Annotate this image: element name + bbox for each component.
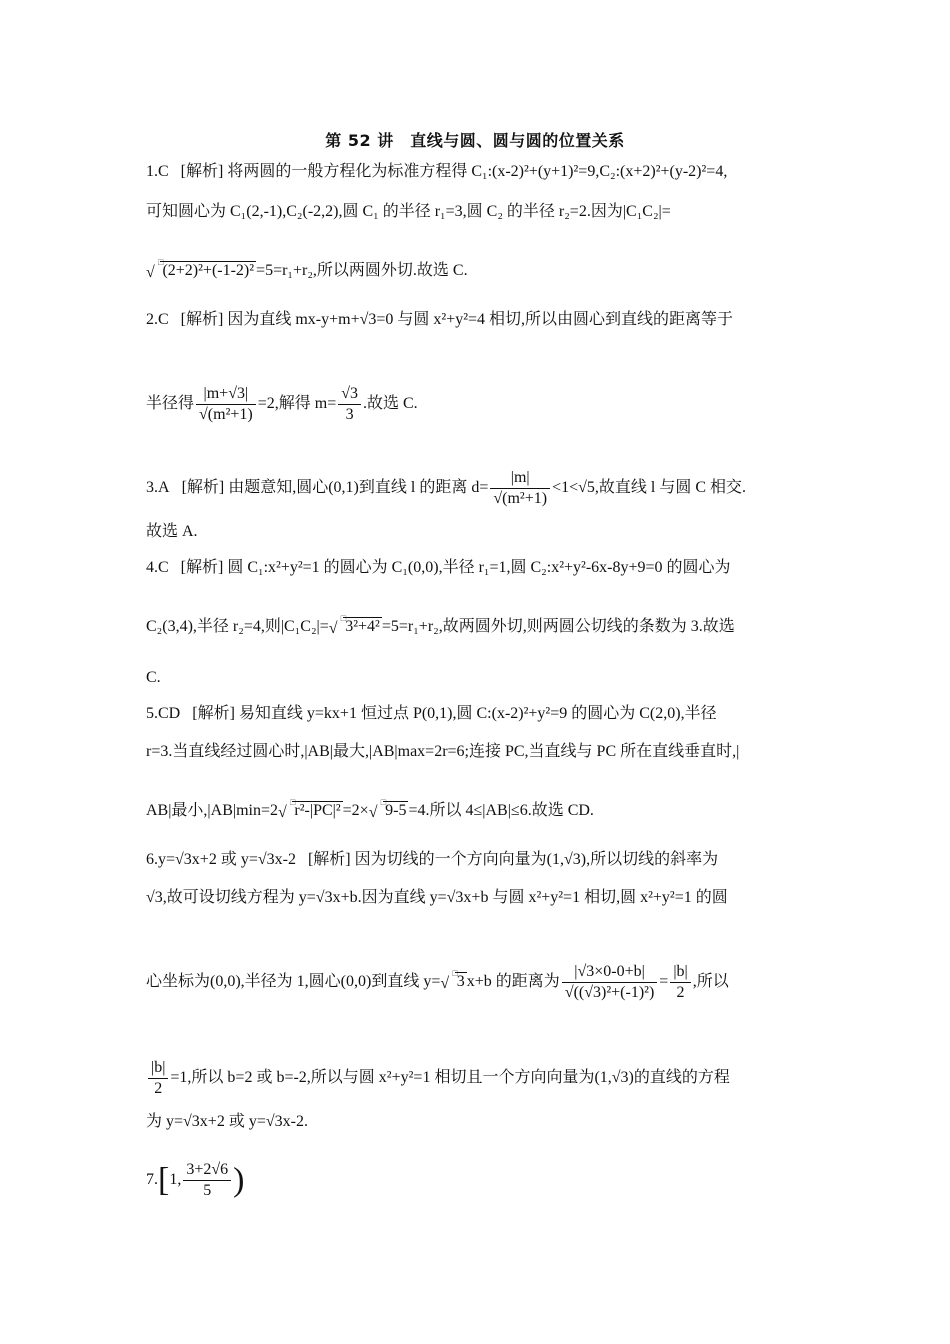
- q7-line-1: [146, 1160, 244, 1201]
- q3-line-1: [146, 468, 746, 509]
- q2-frac2-num: √3: [338, 384, 361, 405]
- q6-text-head: 心坐标为(0,0),半径为 1,圆心(0,0)到直线 y=: [146, 973, 441, 991]
- q3-answer-tag: 3.A: [146, 479, 170, 497]
- q6-frac3-num: |b|: [148, 1058, 168, 1079]
- q2-frac1-den: √(m²+1): [199, 406, 253, 423]
- q7-open-bracket: [: [158, 1161, 170, 1199]
- q6-fraction-2: [670, 962, 690, 1003]
- q7-answer-tag: 7.: [146, 1171, 158, 1189]
- q1-answer-tag: 1.C: [146, 163, 169, 180]
- q6-eq: =: [659, 973, 669, 991]
- q2-frac2-den: 3: [345, 406, 354, 423]
- q4-text-head: C₂(3,4),半径 r₂=4,则|C₁C₂|=: [146, 618, 329, 635]
- q6-line-4: [146, 1058, 730, 1099]
- q7-frac-den: 5: [203, 1182, 212, 1199]
- q5-sqrt-2: □ √ 9-5: [368, 797, 407, 821]
- q3-fraction: [490, 468, 550, 509]
- q6-line-1: [146, 850, 718, 870]
- q3-frac-num: |m|: [490, 468, 550, 489]
- q2-answer-tag: 2.C: [146, 311, 169, 328]
- q2-fraction-1: [196, 384, 256, 425]
- q6-fraction-1: [562, 962, 657, 1003]
- q6-frac3-den: 2: [154, 1080, 163, 1097]
- q2-line-1: [146, 310, 733, 330]
- q6-line-3: [146, 962, 729, 1003]
- q4-text-1: [解析] 圆 C₁:x²+y²=1 的圆心为 C₁(0,0),半径 r₁=1,圆 C₂:x²+y²-6x-8y+9=0 的圆心为: [180, 559, 731, 576]
- q5-line-1: [146, 704, 717, 724]
- q5-text-head: AB|最小,|AB|min=2: [146, 802, 278, 819]
- q1-text-1: [解析] 将两圆的一般方程化为标准方程得 C₁:(x-2)²+(y+1)²=9,C₂:(x+2)²+(y-2)²=4,: [180, 163, 728, 180]
- q5-line-3: [146, 792, 594, 821]
- q2-tail: .故选 C.: [363, 395, 418, 413]
- q3-line-2: 故选 A.: [146, 523, 198, 540]
- q2-text-1: [解析] 因为直线 mx-y+m+√3=0 与圆 x²+y²=4 相切,所以由圆心到直线的距离等于: [180, 311, 734, 328]
- q6-line-5: 为 y=√3x+2 或 y=√3x-2.: [146, 1113, 308, 1130]
- q6-frac2-num: |b|: [670, 962, 690, 983]
- q7-first: 1,: [169, 1171, 182, 1189]
- q4-line-2: [146, 608, 735, 637]
- q7-close-bracket: ): [233, 1161, 245, 1199]
- q5-sqrt-expr-2: 9-5: [385, 802, 407, 819]
- q1-sqrt-expr: (2+2)²+(-1-2)²: [162, 262, 255, 279]
- q1-line-1: [146, 162, 727, 182]
- q5-sqrt-expr-1: r²-|PC|²: [294, 802, 341, 819]
- q6-text-mid: x+b 的距离为: [466, 973, 560, 991]
- q4-sqrt: □ √ 3²+4²: [328, 613, 380, 637]
- page-title: 第 52 讲 直线与圆、圆与圆的位置关系: [325, 131, 625, 150]
- q5-answer-tag: 5.CD: [146, 705, 181, 722]
- q3-frac-den: √(m²+1): [493, 490, 548, 507]
- q6-fraction-3: [148, 1058, 168, 1099]
- q4-line-1: [146, 558, 731, 578]
- q6-sqrt-expr: 3: [456, 973, 465, 991]
- q6-line-2: √3,故可设切线方程为 y=√3x+b.因为直线 y=√3x+b 与圆 x²+y²=1 相切,圆 x²+y²=1 的圆: [146, 889, 728, 906]
- q1-text-3: =5=r₁+r₂,所以两圆外切.故选 C.: [256, 262, 468, 279]
- q1-line-3: [146, 252, 468, 281]
- q4-sqrt-expr: 3²+4²: [345, 618, 380, 635]
- q3-text-head: [解析] 由题意知,圆心(0,1)到直线 l 的距离 d=: [181, 479, 489, 497]
- q2-text-2: 半径得: [146, 395, 195, 413]
- q6-text-4: =1,所以 b=2 或 b=-2,所以与圆 x²+y²=1 相切且一个方向向量为(1,√3)的直线的方程: [170, 1069, 730, 1087]
- q1-line-2: 可知圆心为 C₁(2,-1),C₂(-2,2),圆 C₁ 的半径 r₁=3,圆 C₂ 的半径 r₂=2.因为|C₁C₂|=: [146, 203, 671, 220]
- q2-frac1-num: |m+√3|: [196, 384, 256, 405]
- q4-text-tail: =5=r₁+r₂,故两圆外切,则两圆公切线的条数为 3.故选: [381, 618, 735, 635]
- q1-sqrt: □ √ (2+2)²+(-1-2)²: [146, 257, 255, 281]
- q2-mid: =2,解得 m=: [257, 395, 337, 413]
- q3-text-tail: <1<√5,故直线 l 与圆 C 相交.: [552, 479, 747, 497]
- q7-fraction: [183, 1160, 231, 1201]
- q4-answer-tag: 4.C: [146, 559, 169, 576]
- q6-frac1-den: √((√3)²+(-1)²): [564, 984, 655, 1001]
- q5-sqrt-1: □ √ r²-|PC|²: [277, 797, 341, 821]
- q4-line-3: C.: [146, 669, 161, 686]
- q6-text-tail: ,所以: [692, 973, 729, 991]
- q6-text-1: [解析] 因为切线的一个方向向量为(1,√3),所以切线的斜率为: [307, 851, 719, 868]
- q5-text-tail: =4.所以 4≤|AB|≤6.故选 CD.: [408, 802, 594, 819]
- q5-text-mid: =2×: [342, 802, 369, 819]
- q6-frac1-num: |√3×0-0+b|: [562, 962, 657, 983]
- q2-line-2: [146, 384, 418, 425]
- q6-answer-tag: 6.y=√3x+2 或 y=√3x-2: [146, 851, 296, 868]
- q6-sqrt: □ √ 3: [440, 968, 465, 993]
- q6-frac2-den: 2: [676, 984, 685, 1001]
- q2-fraction-2: [338, 384, 361, 425]
- q5-text-1: [解析] 易知直线 y=kx+1 恒过点 P(0,1),圆 C:(x-2)²+y²=9 的圆心为 C(2,0),半径: [192, 705, 717, 722]
- q7-frac-num: 3+2√6: [183, 1160, 231, 1181]
- q5-line-2: r=3.当直线经过圆心时,|AB|最大,|AB|max=2r=6;连接 PC,当直线与 PC 所在直线垂直时,|: [146, 743, 740, 760]
